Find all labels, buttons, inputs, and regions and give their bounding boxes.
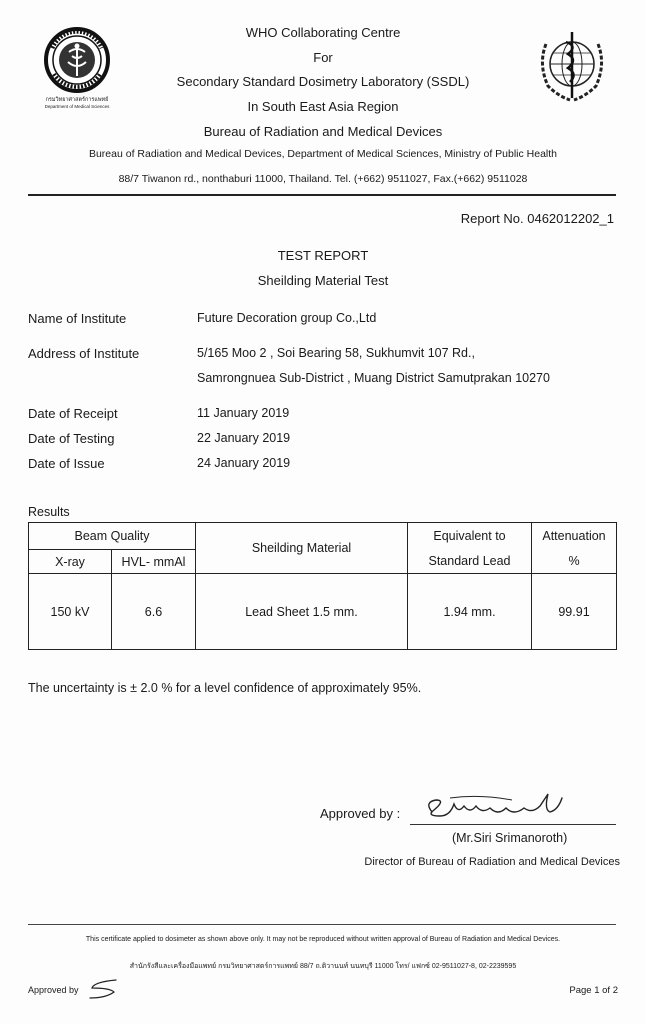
- report-number: Report No. 0462012202_1: [460, 211, 614, 226]
- date-of-receipt-value: 11 January 2019: [197, 406, 290, 420]
- footer-initials: [86, 976, 126, 1002]
- date-of-issue-value: 24 January 2019: [197, 456, 291, 470]
- signer-title: Director of Bureau of Radiation and Medical Devices: [364, 856, 620, 868]
- page-number: Page 1 of 2: [569, 985, 618, 996]
- address-line-1: 5/165 Moo 2 , Soi Bearing 58, Sukhumvit 107 Rd.,: [197, 346, 475, 360]
- table-row: [29, 574, 617, 650]
- footer-disclaimer: This certificate applied to dosimeter as shown above only. It may not be reproduced without written approval of Bureau of Radiation and Medical Devices.: [85, 936, 561, 943]
- xray-value: 150 kV: [29, 574, 112, 650]
- seal-caption-english: Department of Medical Sciences: [44, 104, 110, 109]
- equivalent-header-line1: Equivalent to: [408, 523, 532, 550]
- date-of-receipt-label: Date of Receipt: [28, 406, 118, 421]
- header-region: In South East Asia Region: [247, 99, 399, 114]
- attenuation-value: 99.91: [532, 574, 617, 650]
- material-value: Lead Sheet 1.5 mm.: [196, 574, 408, 650]
- signature-line: [410, 824, 616, 825]
- name-of-institute-label: Name of Institute: [28, 311, 127, 326]
- xray-header: X-ray: [29, 550, 112, 574]
- header-for: For: [313, 50, 333, 65]
- approved-by-label: Approved by :: [320, 806, 401, 821]
- header-department: Bureau of Radiation and Medical Devices, Department of Medical Sciences, Ministry of Public Health: [88, 148, 558, 160]
- hvl-value: 6.6: [112, 574, 196, 650]
- header-laboratory: Secondary Standard Dosimetry Laboratory (SSDL): [176, 74, 470, 89]
- results-table: [28, 522, 617, 650]
- equivalent-value: 1.94 mm.: [408, 574, 532, 650]
- report-subtitle: Sheilding Material Test: [257, 273, 389, 288]
- footer-approved-by-label: Approved by: [28, 985, 79, 995]
- header-address: 88/7 Tiwanon rd., nonthaburi 11000, Thailand. Tel. (+662) 9511027, Fax.(+662) 9511028: [118, 173, 528, 185]
- header-centre-name: WHO Collaborating Centre: [245, 25, 401, 40]
- equivalent-header-line2: Standard Lead: [408, 550, 532, 574]
- report-title: TEST REPORT: [277, 248, 369, 263]
- header-divider: [28, 194, 616, 196]
- attenuation-header-line2: %: [532, 550, 617, 574]
- material-header: Sheilding Material: [196, 523, 408, 574]
- attenuation-header-line1: Attenuation: [532, 523, 617, 550]
- address-line-2: Samrongnuea Sub-District , Muang District Samutprakan 10270: [197, 371, 550, 385]
- signature-image: [420, 790, 580, 828]
- address-label: Address of Institute: [28, 346, 140, 361]
- beam-quality-header: Beam Quality: [29, 523, 196, 550]
- footer-thai-address: สำนักรังสีและเครื่องมือแพทย์ กรมวิทยาศาสตร์การแพทย์ 88/7 ถ.ติวานนท์ นนทบุรี 11000 โทร/ แฟกซ์ 02-9511027-8, 02-2239595: [129, 963, 517, 970]
- date-of-issue-label: Date of Issue: [28, 456, 105, 471]
- date-of-testing-label: Date of Testing: [28, 431, 115, 446]
- footer-divider: [28, 924, 616, 925]
- hvl-header: HVL- mmAl: [112, 550, 196, 574]
- seal-caption-thai: กรมวิทยาศาสตร์การแพทย์: [45, 97, 109, 103]
- results-label: Results: [28, 505, 70, 519]
- header-bureau: Bureau of Radiation and Medical Devices: [203, 124, 443, 139]
- date-of-testing-value: 22 January 2019: [197, 431, 291, 445]
- signer-name: (Mr.Siri Srimanoroth): [452, 831, 568, 845]
- name-of-institute-value: Future Decoration group Co.,Ltd: [197, 311, 377, 325]
- uncertainty-statement: The uncertainty is ± 2.0 % for a level confidence of approximately 95%.: [28, 681, 422, 695]
